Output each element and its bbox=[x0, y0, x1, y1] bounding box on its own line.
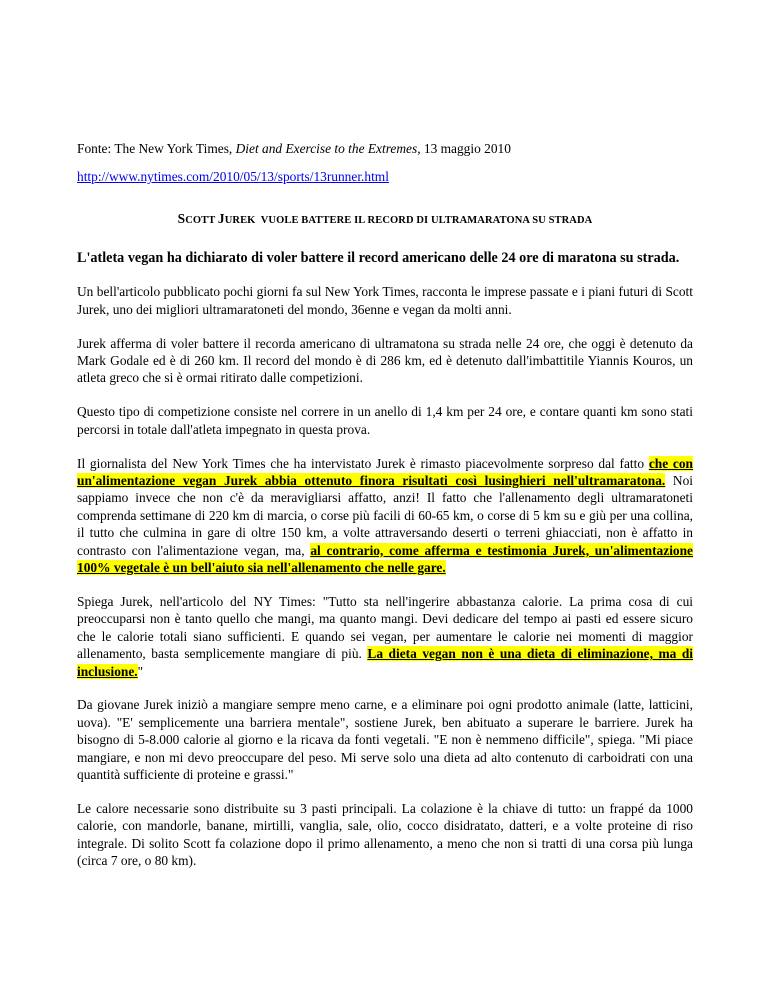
paragraph-5-highlight: La dieta vegan non è una dieta di eliminazione, ma di inclusione. bbox=[77, 646, 694, 679]
source-link[interactable]: http://www.nytimes.com/2010/05/13/sports/13runner.html bbox=[77, 169, 389, 185]
paragraph-7: Le calore necessarie sono distribuite su 3 pasti principali. La colazione è la chiave di tutto: un frappé da 1000 calorie, con mandorle, banane, mirtilli, vanglia, sale, olio, cocco disidratato, datteri, e a volte proteine di riso integrale. Di solito Scott fa colazione dopo il primo allenamento, a meno che non si tratti di una corsa più lunga (circa 7 ore, o 80 km). bbox=[77, 800, 693, 869]
source-article-title: Diet and Exercise to the Extremes bbox=[235, 141, 418, 156]
paragraph-4-highlight-1: che con un'alimentazione vegan Jurek abbia ottenuto finora risultati così lusinghieri nell'ultramaratona. bbox=[77, 455, 693, 488]
paragraph-4-text-b: Noi sappiamo invece che non c'è da meravigliarsi affatto, anzi! Il fatto che l'allenamento degli ultramaratoneti comprenda settimane di 220 km di marcia, o corse più facili di 60-65 km, o corse di 5 km su e giù per una collina, il tutto che culmina in gare di oltre 150 km, a volte attraversando deserti o terreni ghiacciati, non è affatto in contrasto con l'alimentazione vegan, ma, bbox=[77, 472, 694, 558]
source-line bbox=[77, 140, 693, 157]
paragraph-4 bbox=[77, 455, 693, 577]
title-initial-j: J bbox=[217, 210, 225, 226]
paragraph-5 bbox=[77, 593, 693, 680]
paragraph-5-text-b: " bbox=[137, 663, 144, 679]
paragraph-2: Jurek afferma di voler battere il recorda americano di ultramatona su strada nelle 24 ore, che oggi è detenuto da Mark Godale ed è di 260 km. Il record del mondo è di 286 km, ed è detenuto dall'imbattitile Yiannis Kouros, un atleta greco che si è ormai ritirato dalle competizioni. bbox=[77, 335, 693, 386]
paragraph-6: Da giovane Jurek iniziò a mangiare sempre meno carne, e a eliminare poi ogni prodotto animale (latte, latticini, uova). "E' semplicemente una barriera mentale", sostiene Jurek, ben abituato a superare le barriere. Jurek ha bisogno di 5-8.000 calorie al giorno e la ricava da fonti vegetali. "E non è nemmeno difficile", spiega. "Mi piace mangiare, e non mi devo preoccupare del peso. Mi serve solo una dieta ad alto contenuto di carboidrati con una quantità sufficiente di proteine e grassi." bbox=[77, 697, 693, 783]
paragraph-4-text-a: Il giornalista del New York Times che ha intervistato Jurek è rimasto piacevolmente sorpreso dal fatto bbox=[77, 455, 649, 471]
paragraph-3: Questo tipo di competizione consiste nel correre in un anello di 1,4 km per 24 ore, e contare quanti km sono stati percorsi in totale dall'atleta impegnato in questa prova. bbox=[77, 404, 693, 437]
title-initial-s: S bbox=[177, 210, 186, 226]
paragraph-1: Un bell'articolo pubblicato pochi giorni fa sul New York Times, racconta le imprese passate e i piani futuri di Scott Jurek, uno dei migliori ultramaratoneti del mondo, 36enne e vegan da molti anni. bbox=[77, 284, 693, 317]
document-page bbox=[77, 140, 693, 886]
title-word-cott: COTT bbox=[185, 214, 218, 226]
title-rest: VUOLE BATTERE IL RECORD DI ULTRAMARATONA SU STRADA bbox=[255, 214, 593, 226]
title-word-urek: UREK bbox=[224, 214, 256, 226]
article-subtitle: L'atleta vegan ha dichiarato di voler battere il record americano delle 24 ore di maratona su strada. bbox=[77, 250, 680, 267]
source-prefix: Fonte: The New York Times, bbox=[77, 141, 236, 156]
article-title bbox=[77, 210, 693, 229]
paragraph-4-highlight-2: al contrario, come afferma e testimonia Jurek, un'alimentazione 100% vegetale è un bell'aiuto sia nell'allenamento che nelle gare. bbox=[77, 542, 694, 575]
source-date: , 13 maggio 2010 bbox=[417, 141, 511, 156]
paragraph-5-text-a: Spiega Jurek, nell'articolo del NY Times: "Tutto sta nell'ingerire abbastanza calorie. La prima cosa di cui preoccuparsi non è tanto quello che mangi, ma quanto mangi. Devi dedicare del tempo ai pasti ed essere sicuro che le calorie totali siano sufficienti. E quando sei vegan, per aumentare le calorie nei momenti di maggior allenamento, basta semplicemente mangiare di più. bbox=[77, 593, 693, 662]
